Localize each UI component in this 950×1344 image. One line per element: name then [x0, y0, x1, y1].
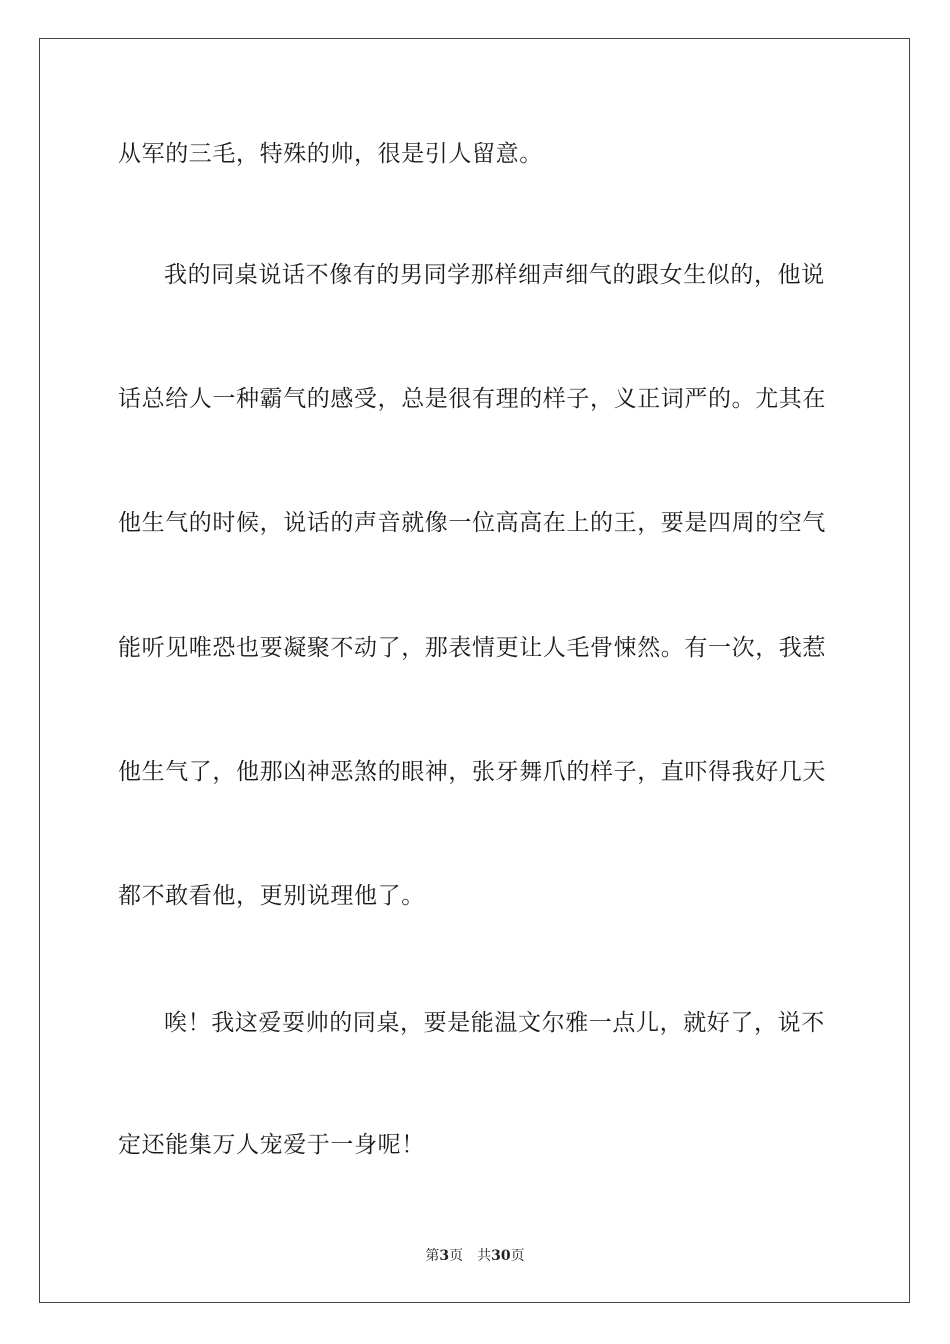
text-line-3: 话总给人一种霸气的感受，总是很有理的样子，义正词严的。尤其在	[118, 386, 826, 412]
page-suffix: 页	[449, 1248, 464, 1264]
page-border	[39, 38, 910, 1303]
text-line-1: 从军的三毛，特殊的帅，很是引人留意。	[118, 141, 543, 167]
text-line-9: 定还能集万人宠爱于一身呢！	[118, 1132, 425, 1158]
text-line-4: 他生气的时候，说话的声音就像一位高高在上的王，要是四周的空气	[118, 510, 826, 536]
text-line-8: 唉！我这爱耍帅的同桌，要是能温文尔雅一点儿，就好了，说不	[164, 1010, 825, 1036]
text-line-7: 都不敢看他，更别说理他了。	[118, 883, 425, 909]
page-prefix: 第	[425, 1248, 440, 1264]
text-line-6: 他生气了，他那凶神恶煞的眼神，张牙舞爪的样子，直吓得我好几天	[118, 759, 826, 785]
page-number: 3	[439, 1248, 450, 1264]
total-prefix: 共	[477, 1248, 492, 1264]
total-suffix: 页	[510, 1248, 525, 1264]
text-line-5: 能听见唯恐也要凝聚不动了，那表情更让人毛骨悚然。有一次，我惹	[118, 635, 826, 661]
text-line-2: 我的同桌说话不像有的男同学那样细声细气的跟女生似的，他说	[164, 262, 825, 288]
total-pages: 30	[491, 1248, 511, 1264]
page-footer	[0, 1247, 950, 1265]
